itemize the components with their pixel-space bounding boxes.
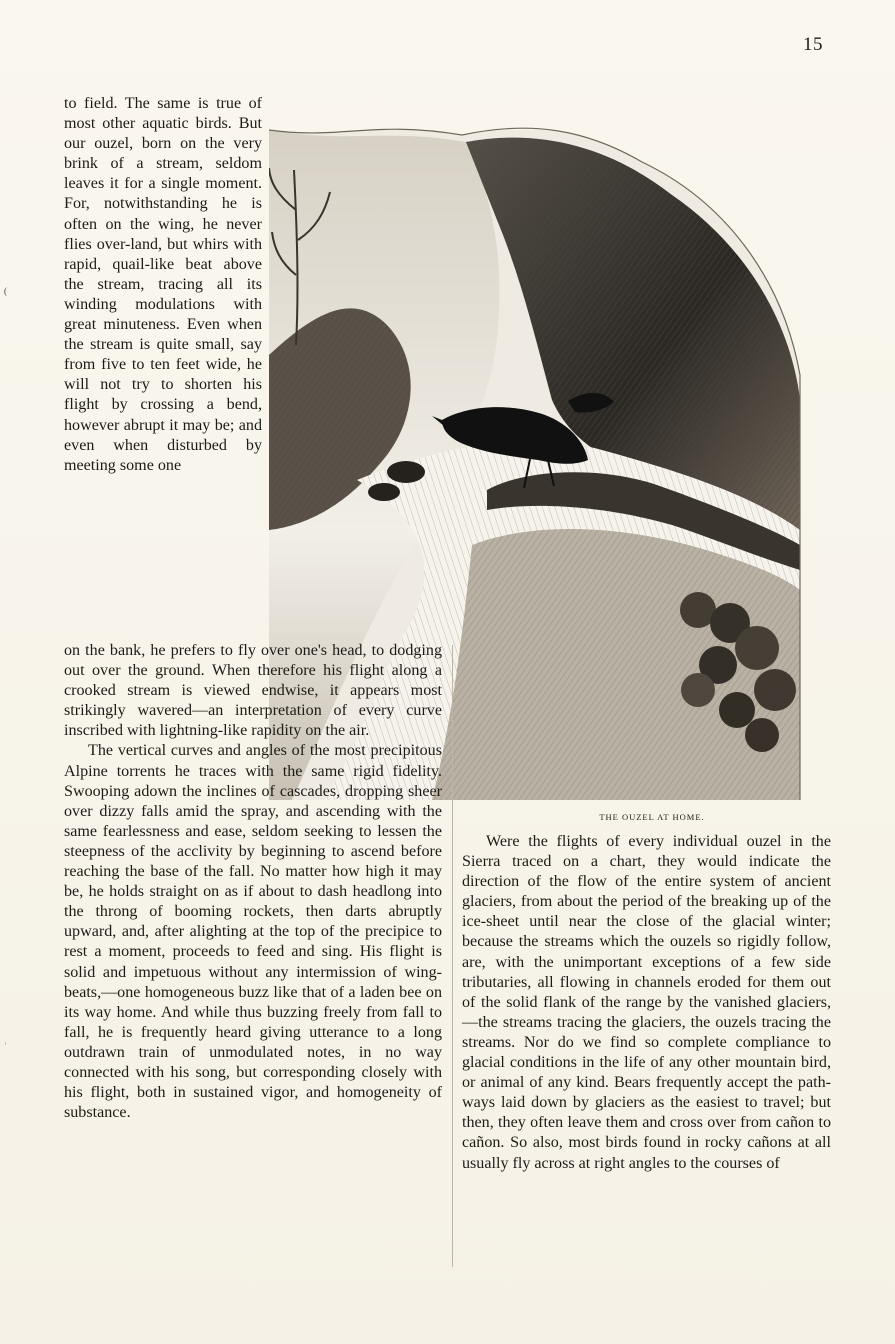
column-divider: [452, 645, 453, 1267]
paragraph-continued: to field. The same is true of most other aquatic birds. But our ouzel, born on the very brink of a stream, seldom leaves it for a single moment. For, notwithstanding he is often on the wing, he never flies over-land, but whirs with rapid, quail-like beat above the stream, tracing all its winding modulations with great minuteness. Even when the stream is quite small, say from five to ten feet wide, he will not try to shorten his flight by crossing a bend, however abrupt it may be; and even when disturbed by meeting some one: [64, 95, 262, 474]
left-wide-column: [64, 641, 442, 1123]
right-lower-column: [462, 832, 831, 1174]
illustration-caption: THE OUZEL AT HOME.: [599, 812, 705, 822]
paragraph-bank: on the bank, he prefers to fly over one's head, to dodging out over the ground. When therefore his flight along a crooked stream is viewed endwise, it appears most strikingly wavered—an interpretation of every curve inscribed with lightning-like rapidity on the air.: [64, 642, 442, 740]
page-number: 15: [803, 34, 823, 55]
paragraph-ouzel-flights: Were the flights of every individual ouzel in the Sierra traced on a chart, they would indicate the direction of the flow of the entire system of ancient glaciers, from about the period of the breaking up of the ice-sheet until near the close of the glacial winter; because the streams which the ouzels so rigidly follow, are, with the unimportant exceptions of a few side tributaries, all flowing in channels eroded for them out of the solid flank of the range by the vanished glaciers,—the streams tracing the glaciers, the ouzels tracing the streams. Nor do we find so complete compliance to glacial conditions in the life of any other mountain bird, or animal of any kind. Bears frequently accept the path-ways laid down by glaciers as the easiest to travel; but then, they often leave them and cross over from cañon to cañon. So also, most birds found in rocky cañons at all usually fly across at right angles to the courses of: [462, 833, 831, 1172]
paragraph-vertical-curves: The vertical curves and angles of the most precipitous Alpine torrents he traces with the same rigid fidelity. Swooping adown the inclines of cascades, dropping sheer over dizzy falls amid the spray, and ascending with the same fearlessness and ease, seldom seeking to lessen the steepness of the acclivity by beginning to ascend before reaching the base of the fall. No matter how high it may be, he holds straight on as if about to dash headlong into the throng of booming rockets, then darts abruptly upward, and, after alighting at the top of the precipice to rest a moment, proceeds to feed and sing. His flight is solid and impetuous without any intermission of wing-beats,—one homogeneous buzz like that of a laden bee on its way home. And while thus buzzing freely from fall to fall, he is frequently heard giving utterance to a long outdrawn train of unmodulated notes, in no way connected with his song, but corresponding closely with his flight, both in sustained vigor, and homogeneity of substance.: [64, 742, 442, 1122]
margin-mark-lower: ˒: [4, 1037, 7, 1047]
margin-mark: (: [4, 286, 7, 296]
left-narrow-column: [64, 94, 262, 476]
